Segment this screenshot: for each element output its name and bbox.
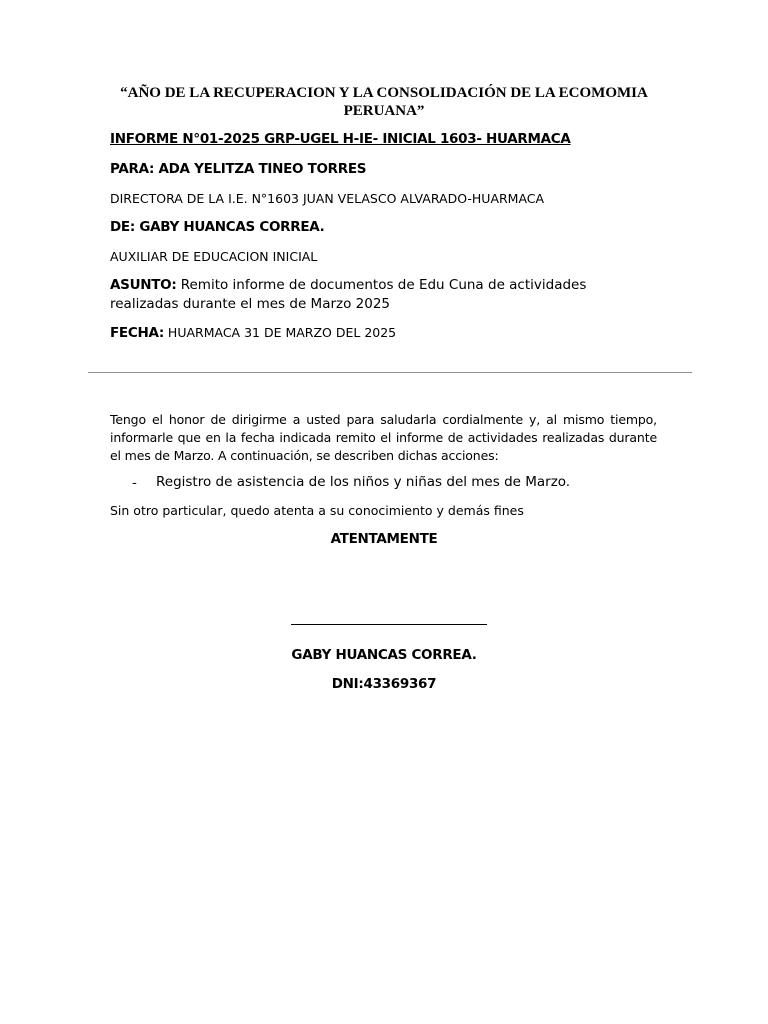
signatory-name: GABY HUANCAS CORREA.: [291, 647, 477, 663]
salutation: ATENTAMENTE: [330, 531, 438, 547]
date-text: HUARMACA 31 DE MARZO DEL 2025: [163, 325, 397, 340]
subject-block: [110, 276, 650, 314]
recipient-position: DIRECTORA DE LA I.E. N°1603 JUAN VELASCO ALVARADO-HUARMACA: [110, 191, 545, 206]
signatory-dni: DNI:43369367: [331, 676, 437, 692]
horizontal-divider: [88, 372, 692, 373]
body-paragraph: Tengo el honor de dirigirme a usted para saludarla cordialmente y, al mismo tiempo, informarle que en la fecha indicada remito el informe de actividades realizadas durante el mes de Marzo. A continuación, se describen dichas acciones:: [110, 412, 657, 463]
bullet-item: Registro de asistencia de los niños y niñas del mes de Marzo.: [156, 474, 571, 490]
recipient-line: PARA: ADA YELITZA TINEO TORRES: [110, 161, 367, 177]
sender-position: AUXILIAR DE EDUCACION INICIAL: [110, 249, 318, 264]
closing-sentence: Sin otro particular, quedo atenta a su conocimiento y demás fines: [110, 503, 524, 518]
date-label: FECHA:: [110, 325, 164, 341]
report-number: INFORME N°01-2025 GRP-UGEL H-IE- INICIAL 1603- HUARMACA: [110, 131, 571, 147]
year-motto-heading: “AÑO DE LA RECUPERACION Y LA CONSOLIDACIÓN DE LA ECOMOMIA PERUANA”: [120, 85, 648, 119]
subject-label: ASUNTO:: [110, 277, 177, 293]
date-block: [110, 325, 396, 341]
bullet-marker: -: [132, 475, 137, 491]
signature-line: [291, 624, 487, 625]
subject-text: Remito informe de documentos de Edu Cuna de actividades realizadas durante el mes de Marzo 2025: [110, 277, 587, 312]
sender-line: DE: GABY HUANCAS CORREA.: [110, 219, 325, 235]
